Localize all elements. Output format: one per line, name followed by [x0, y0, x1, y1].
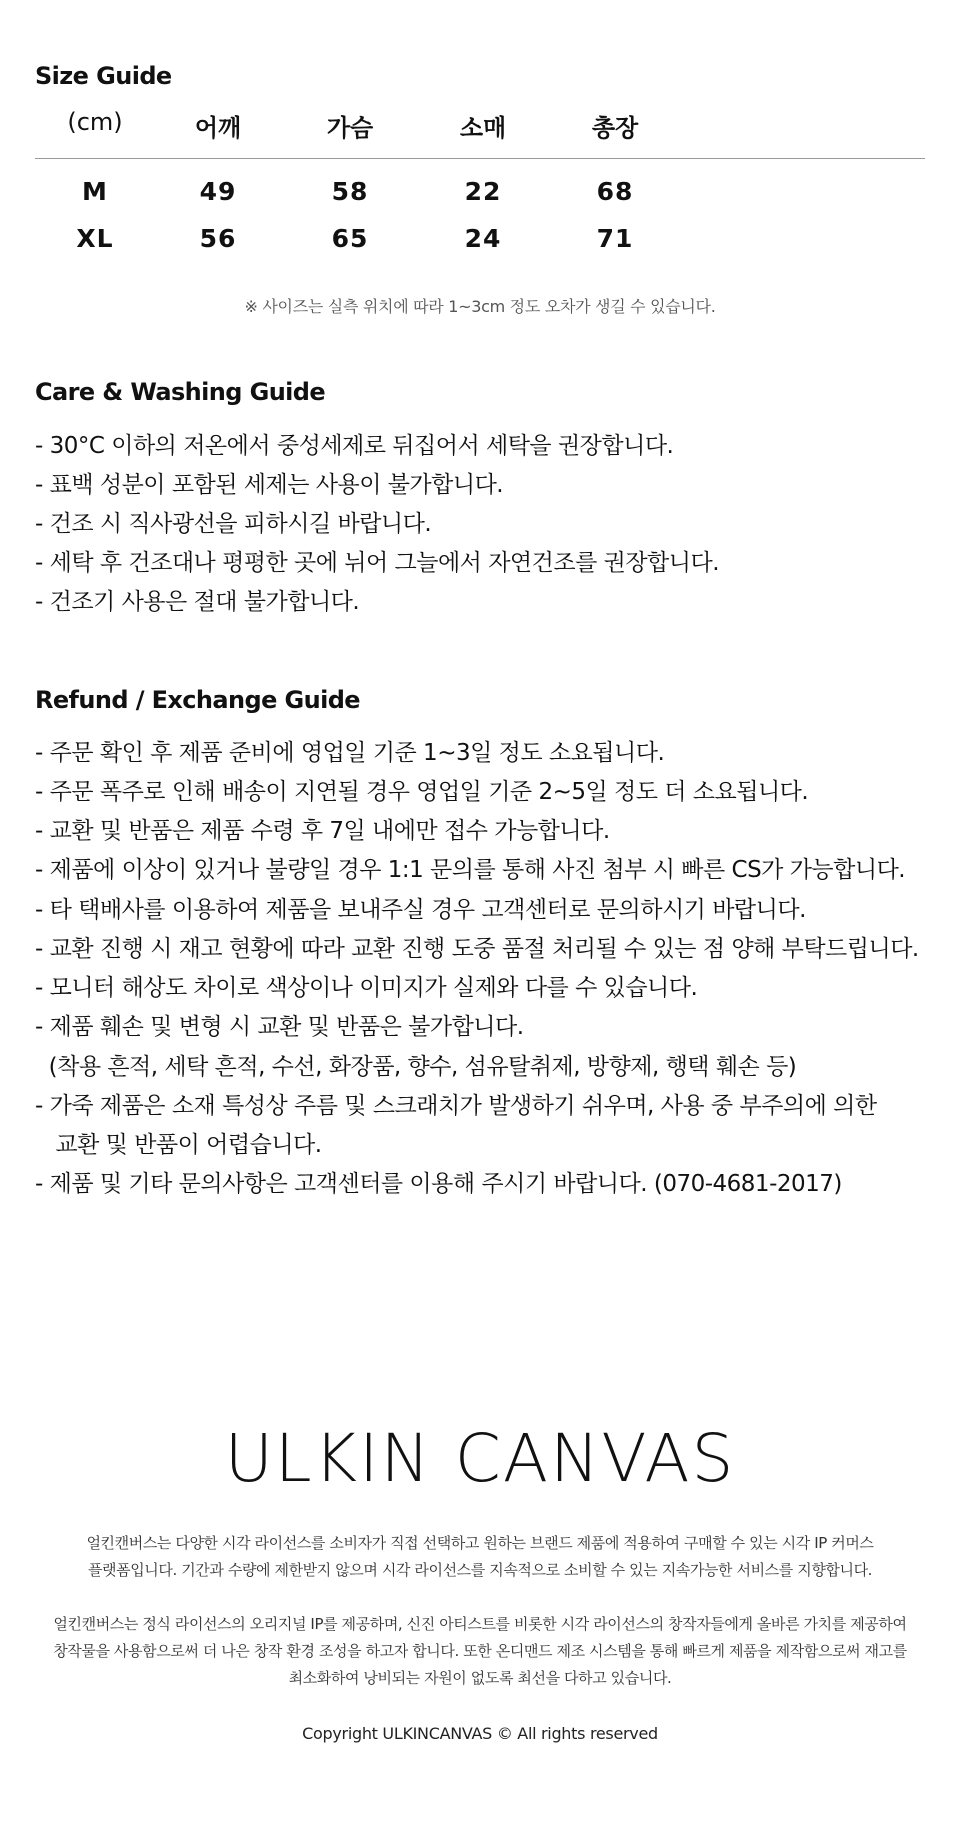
size-value: 68 [596, 177, 634, 206]
brand-about-line: 얼킨캔버스는 다양한 시각 라이선스를 소비자가 직접 선택하고 원하는 브랜드 제품에 적용하여 구매할 수 있는 시각 IP 커머스 [86, 1534, 874, 1552]
size-note: ※ 사이즈는 실측 위치에 따라 1~3cm 정도 오차가 생길 수 있습니다. [244, 297, 716, 316]
copyright-text: Copyright ULKINCANVAS © All rights reserved [302, 1724, 658, 1743]
size-value: 22 [464, 177, 502, 206]
brand-logo: ULKIN CANVAS [224, 1420, 736, 1497]
care-guide-title: Care & Washing Guide [35, 378, 326, 406]
refund-line: - 교환 및 반품은 제품 수령 후 7일 내에만 접수 가능합니다. [35, 818, 610, 844]
size-value: 24 [464, 224, 502, 253]
size-value: 71 [596, 224, 634, 253]
brand-about-line: 최소화하여 낭비되는 자원이 없도록 최선을 다하고 있습니다. [288, 1669, 672, 1687]
refund-line: - 모니터 해상도 차이로 색상이나 이미지가 실제와 다를 수 있습니다. [35, 975, 698, 1001]
refund-line: - 교환 진행 시 재고 현황에 따라 교환 진행 도중 품절 처리될 수 있는 점 양해 부탁드립니다. [35, 936, 919, 962]
size-label: XL [76, 224, 114, 253]
size-header-sleeve: 소매 [459, 114, 507, 142]
care-line: - 30°C 이하의 저온에서 중성세제로 뒤집어서 세탁을 권장합니다. [35, 433, 674, 459]
brand-about-line: 창작물을 사용함으로써 더 나은 창작 환경 조성을 하고자 합니다. 또한 온디맨드 제조 시스템을 통해 빠르게 제품을 제작함으로써 재고를 [53, 1642, 907, 1660]
refund-line: - 제품 훼손 및 변형 시 교환 및 반품은 불가합니다. [35, 1014, 524, 1040]
size-header-length: 총장 [591, 114, 639, 142]
refund-line: - 주문 폭주로 인해 배송이 지연될 경우 영업일 기준 2~5일 정도 더 소요됩니다. [35, 779, 809, 805]
brand-about-line: 얼킨캔버스는 정식 라이선스의 오리지널 IP를 제공하며, 신진 아티스트를 비롯한 시각 라이선스의 창작자들에게 올바른 가치를 제공하여 [53, 1615, 907, 1633]
size-value: 49 [199, 177, 237, 206]
refund-line: - 제품에 이상이 있거나 불량일 경우 1:1 문의를 통해 사진 첨부 시 빠른 CS가 가능합니다. [35, 857, 906, 883]
size-label: M [82, 177, 108, 206]
refund-line: - 가죽 제품은 소재 특성상 주름 및 스크래치가 발생하기 쉬우며, 사용 중 부주의에 의한 [35, 1093, 877, 1119]
size-guide-title: Size Guide [35, 62, 172, 90]
refund-line: - 타 택배사를 이용하여 제품을 보내주실 경우 고객센터로 문의하시기 바랍니다. [35, 897, 806, 923]
care-line: - 건조기 사용은 절대 불가합니다. [35, 589, 360, 615]
size-value: 58 [331, 177, 369, 206]
size-header-chest: 가슴 [326, 114, 374, 142]
care-line: - 표백 성분이 포함된 세제는 사용이 불가합니다. [35, 472, 504, 498]
size-value: 56 [199, 224, 237, 253]
care-line: - 세탁 후 건조대나 평평한 곳에 뉘어 그늘에서 자연건조를 권장합니다. [35, 550, 720, 576]
refund-guide-title: Refund / Exchange Guide [35, 686, 360, 714]
refund-line: (착용 흔적, 세탁 흔적, 수선, 화장품, 향수, 섬유탈취제, 방향제, 행택 훼손 등) [35, 1054, 797, 1080]
refund-line: - 제품 및 기타 문의사항은 고객센터를 이용해 주시기 바랍니다. (070-4681-2017) [35, 1171, 842, 1197]
refund-line: 교환 및 반품이 어렵습니다. [35, 1132, 322, 1158]
brand-about-line: 플랫폼입니다. 기간과 수량에 제한받지 않으며 시각 라이선스를 지속적으로 소비할 수 있는 지속가능한 서비스를 지향합니다. [87, 1561, 873, 1579]
size-header-unit: (cm) [67, 108, 123, 136]
size-header-shoulder: 어깨 [194, 114, 242, 142]
care-line: - 건조 시 직사광선을 피하시길 바랍니다. [35, 511, 432, 537]
size-value: 65 [331, 224, 369, 253]
refund-line: - 주문 확인 후 제품 준비에 영업일 기준 1~3일 정도 소요됩니다. [35, 740, 665, 766]
size-table-divider [35, 158, 925, 159]
